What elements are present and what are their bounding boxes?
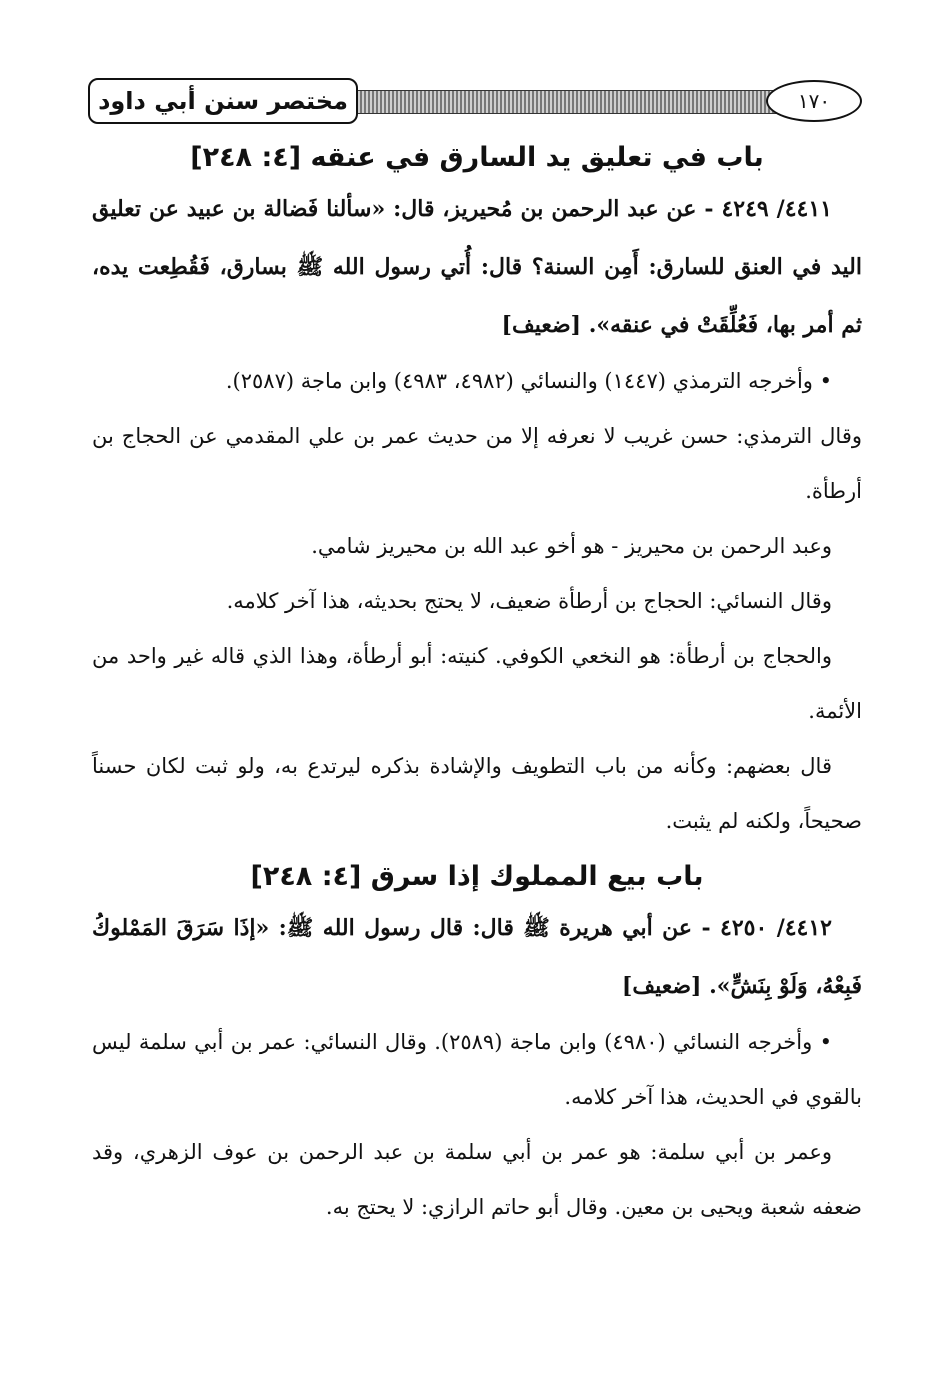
section [92,855,862,1235]
section-title: باب بيع المملوك إذا سرق [٤: ٢٤٨] [250,861,704,892]
section-title: باب في تعليق يد السارق في عنقه [٤: ٢٤٨] [190,142,764,173]
commentary-paragraph: • وأخرجه الترمذي (١٤٤٧) والنسائي (٤٩٨٢، ٤٩٨٣) وابن ماجة (٢٥٨٧). [225,369,832,393]
section [92,136,862,849]
book-title: مختصر سنن أبي داود [88,78,358,124]
commentary-paragraph: وعمر بن أبي سلمة: هو عمر بن أبي سلمة بن عبد الرحمن بن عوف الزهري، وقد ضعفه شعبة ويحيى بن معين. وقال أبو حاتم الرازي: لا يحتج به. [92,1140,862,1219]
commentary-paragraph: وقال النسائي: الحجاج بن أرطأة ضعيف، لا يحتج بحديثه، هذا آخر كلامه. [226,589,832,613]
page-header [88,78,862,124]
page-body [92,136,862,1235]
commentary-paragraph: وعبد الرحمن بن محيريز - هو أخو عبد الله بن محيريز شامي. [311,534,832,558]
commentary-paragraph: وقال الترمذي: حسن غريب لا نعرفه إلا من حديث عمر بن علي المقدمي عن الحجاج بن أرطأة. [92,424,862,503]
commentary-paragraph: • وأخرجه النسائي (٤٩٨٠) وابن ماجة (٢٥٨٩). وقال النسائي: عمر بن أبي سلمة ليس بالقوي في الحديث، هذا آخر كلامه. [92,1030,862,1109]
header-decorative-band [348,90,832,114]
commentary-paragraph: قال بعضهم: وكأنه من باب التطويف والإشادة بذكره ليرتدع به، ولو ثبت لكان حسناً صحيحاً، ولكنه لم يثبت. [92,754,862,833]
hadith-text: ٤٤١١/ ٤٢٤٩ - عن عبد الرحمن بن مُحيريز، قال: «سألنا فَضالة بن عبيد عن تعليق اليد في العنق للسارق: أَمِن السنة؟ قال: أُتي رسول الله ﷺ بسارق، فَقُطِعت يده، ثم أمر بها، فَعُلِّقَتْ في عنقه». [ضعيف] [92,196,862,338]
commentary-paragraph: والحجاج بن أرطأة: هو النخعي الكوفي. كنيته: أبو أرطأة، وهذا الذي قاله غير واحد من الأئمة. [92,644,862,723]
hadith-text: ٤٤١٢/ ٤٢٥٠ - عن أبي هريرة ﷺ قال: قال رسول الله ﷺ: «إذَا سَرَقَ المَمْلوكُ فَبِعْهُ، وَلَوْ بِنَشٍّ». [ضعيف] [92,915,862,999]
page-number: ١٧٠ [766,80,862,122]
